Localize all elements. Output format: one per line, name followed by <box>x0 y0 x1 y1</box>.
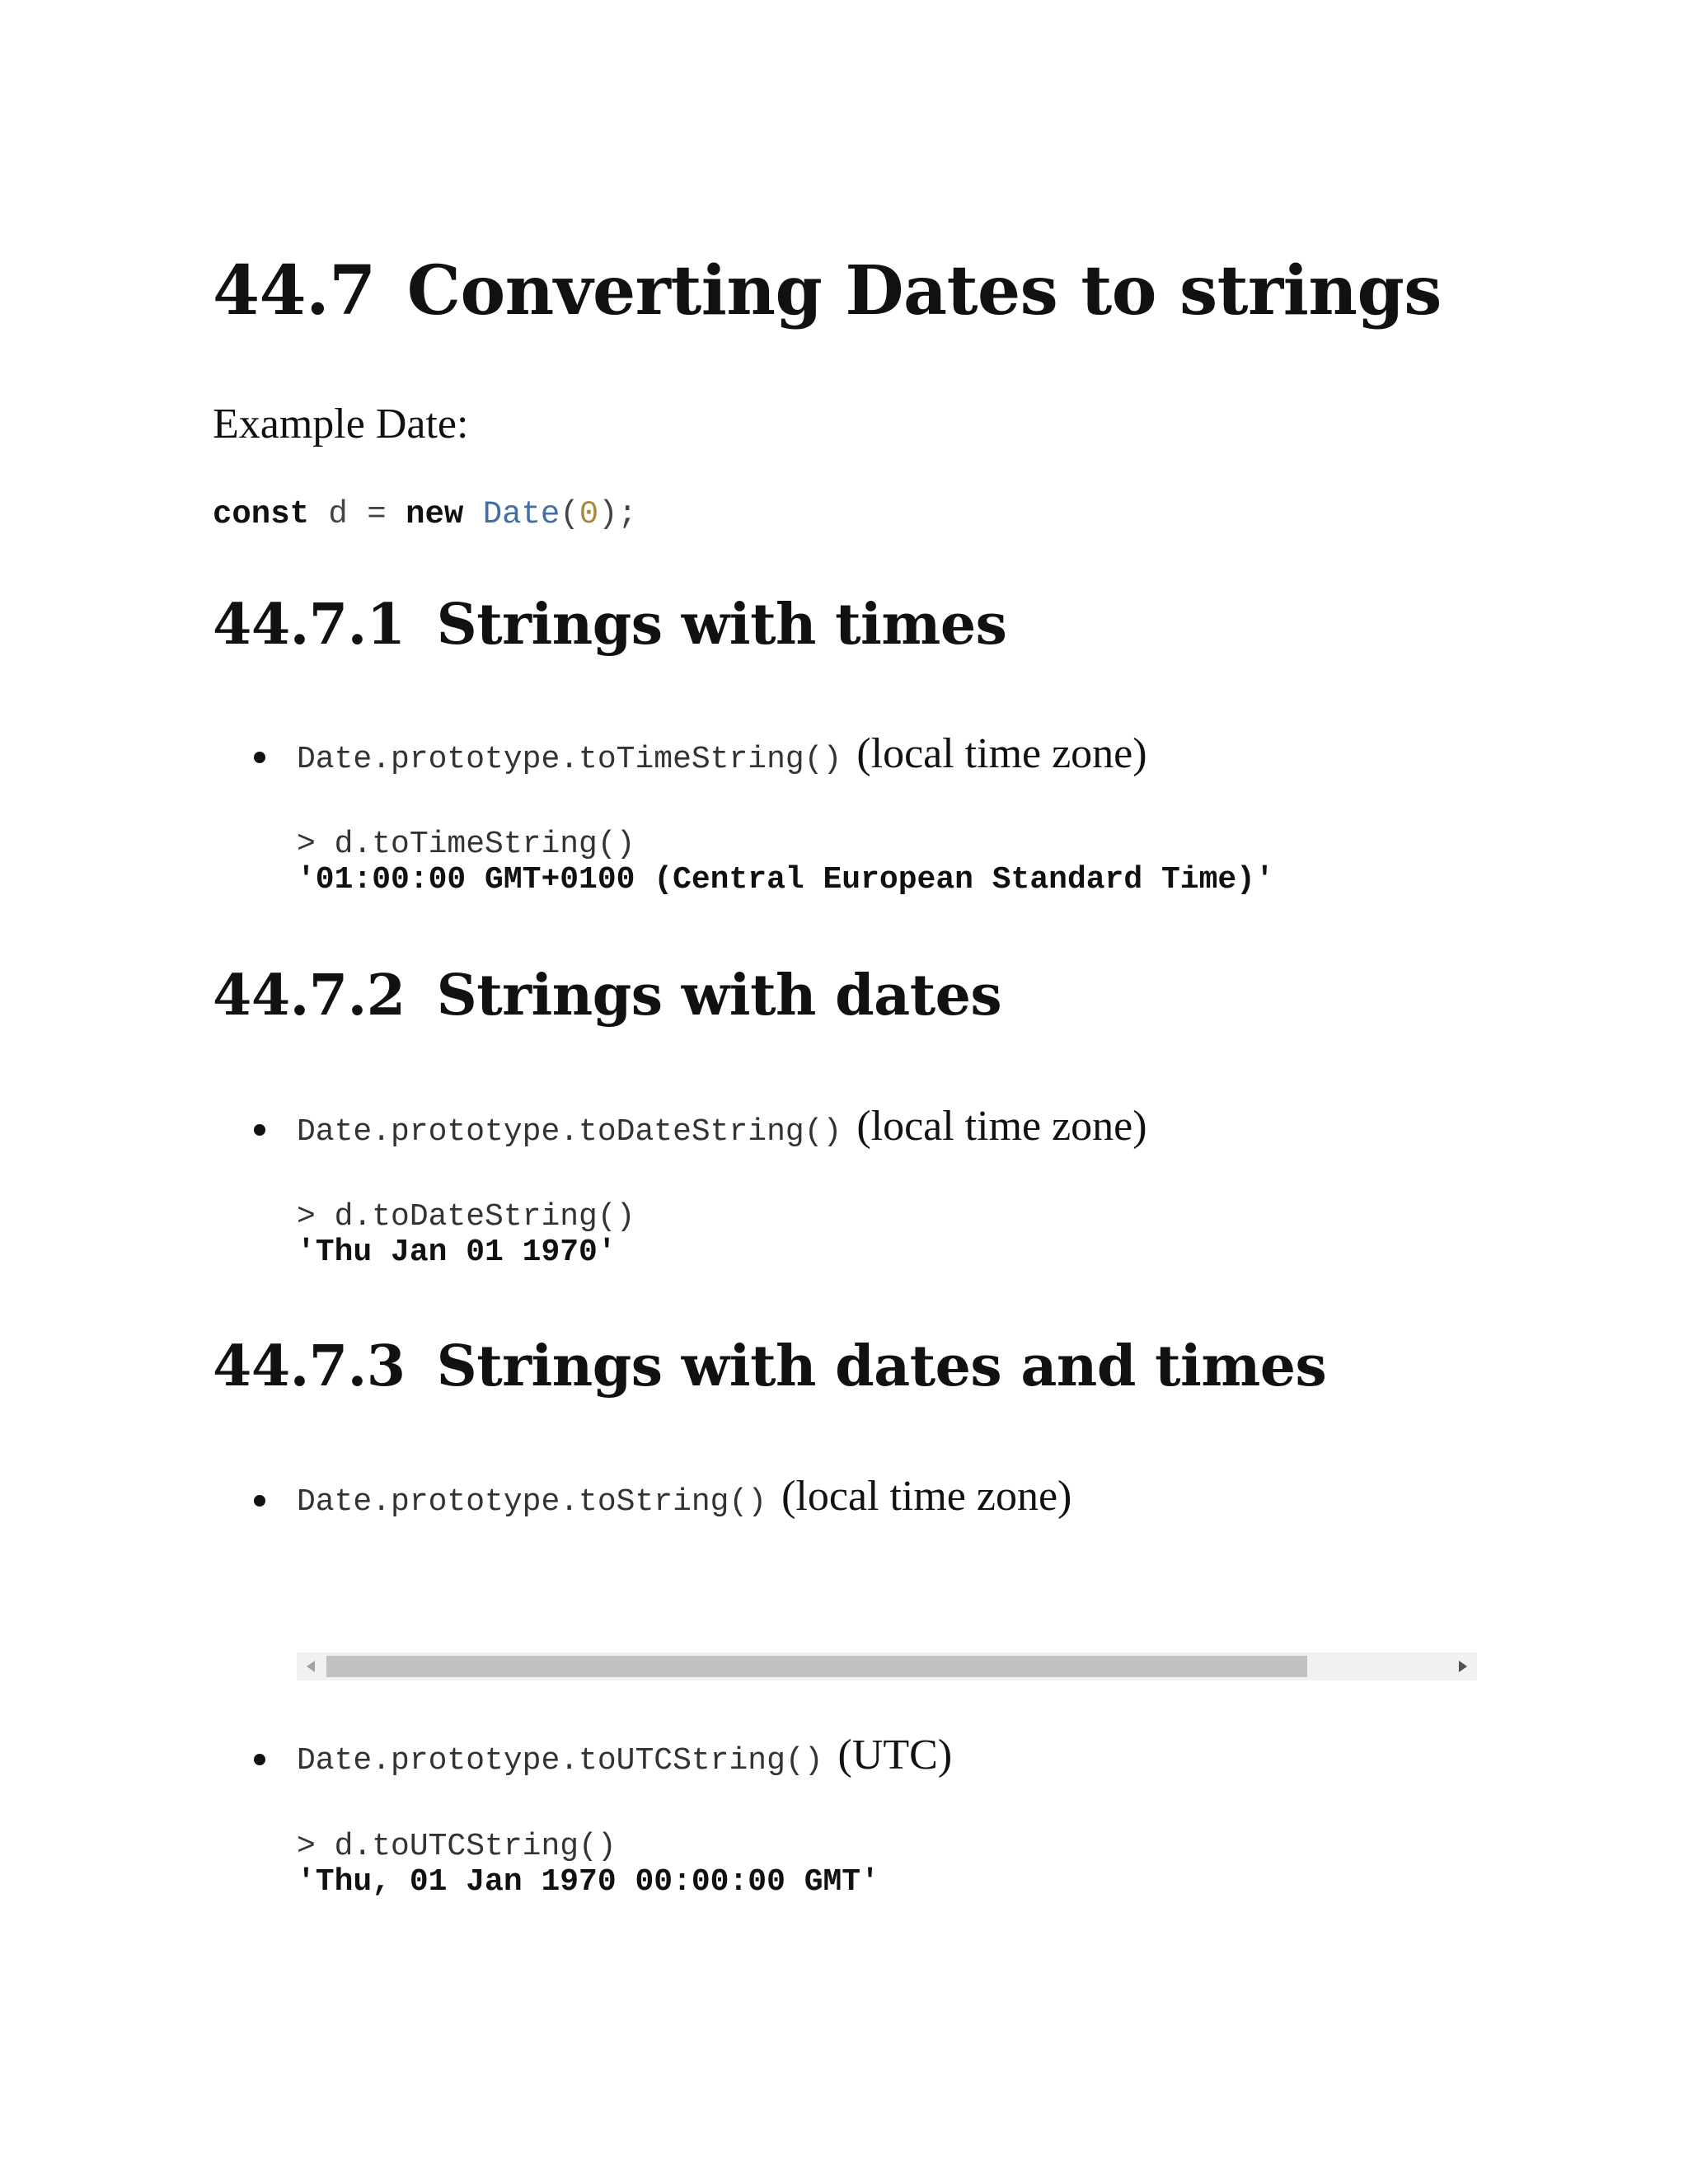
intro-text: Example Date: <box>213 401 469 448</box>
code-class: Date <box>482 496 560 532</box>
method-name: Date.prototype.toDateString() <box>297 1114 842 1150</box>
code-keyword-const: const <box>213 496 310 532</box>
code-variable: d = <box>309 496 406 532</box>
bullet-icon <box>254 1754 265 1765</box>
subsection-number: 44.7.2 <box>213 963 406 1029</box>
repl-output: 'Thu Jan 01 1970' <box>297 1235 617 1270</box>
subsection-heading <box>213 1333 1326 1399</box>
repl-output: 'Thu, 01 Jan 1970 00:00:00 GMT' <box>297 1864 879 1900</box>
scroll-right-arrow-icon[interactable] <box>1459 1661 1467 1672</box>
code-close-paren: ); <box>598 496 637 532</box>
subsection-title: Strings with dates and times <box>436 1333 1327 1399</box>
bullet-icon <box>254 1495 265 1507</box>
list-item <box>297 1102 1147 1151</box>
code-open-paren: ( <box>560 496 579 532</box>
method-note: (local time zone) <box>856 1103 1147 1150</box>
subsection-number: 44.7.3 <box>213 1333 406 1399</box>
scrollbar-thumb[interactable] <box>326 1656 1307 1677</box>
repl-input: > d.toDateString() <box>297 1199 635 1235</box>
method-name: Date.prototype.toTimeString() <box>297 742 842 777</box>
example-code <box>213 496 637 532</box>
method-note: (UTC) <box>837 1732 953 1779</box>
subsection-heading <box>213 963 1001 1029</box>
method-name: Date.prototype.toString() <box>297 1484 767 1520</box>
section-heading <box>213 251 1442 330</box>
repl-block <box>297 827 1274 898</box>
repl-block <box>297 1199 635 1270</box>
code-space <box>463 496 482 532</box>
section-number: 44.7 <box>213 251 376 330</box>
section-title: Converting Dates to strings <box>406 251 1442 330</box>
repl-input: > d.toTimeString() <box>297 827 635 862</box>
bullet-icon <box>254 752 265 763</box>
list-item <box>297 1472 1071 1521</box>
repl-output: '01:00:00 GMT+0100 (Central European Standard Time)' <box>297 862 1274 898</box>
code-number: 0 <box>579 496 599 532</box>
list-item <box>297 729 1147 778</box>
bullet-icon <box>254 1124 265 1136</box>
scroll-left-arrow-icon[interactable] <box>307 1661 315 1672</box>
horizontal-scrollbar[interactable] <box>297 1652 1477 1680</box>
subsection-title: Strings with dates <box>436 963 1002 1029</box>
list-item <box>297 1731 952 1779</box>
method-note: (local time zone) <box>856 730 1147 777</box>
repl-block <box>297 1829 879 1900</box>
code-keyword-new: new <box>406 496 464 532</box>
subsection-number: 44.7.1 <box>213 592 406 658</box>
subsection-title: Strings with times <box>436 592 1007 658</box>
subsection-heading <box>213 592 1006 658</box>
method-name: Date.prototype.toUTCString() <box>297 1743 823 1779</box>
repl-input: > d.toUTCString() <box>297 1829 617 1864</box>
method-note: (local time zone) <box>781 1473 1072 1520</box>
